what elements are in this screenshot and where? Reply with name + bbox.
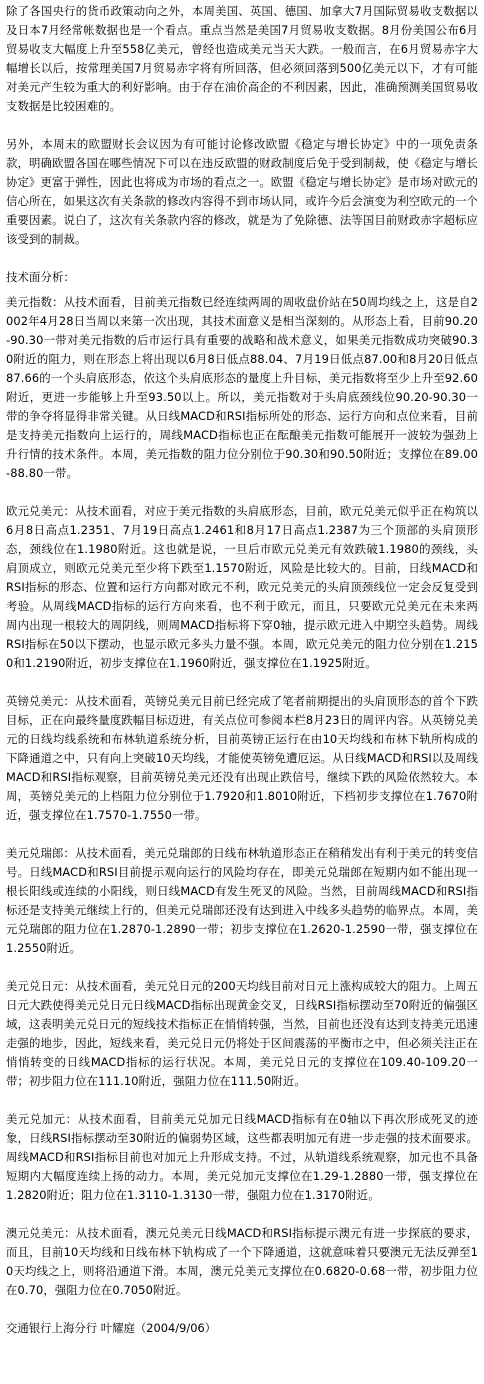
paragraph-gap: [6, 1091, 478, 1110]
paragraph-gap: [6, 673, 478, 692]
paragraph-usd-chf: 美元兑瑞郎：从技术面看，美元兑瑞郎的日线布林轨道形态正在稍稍发出有利于美元的转变信号。日线MACD和RSI目前提示观向运行的风险均存在，即美元兑瑞郎在短期内如不能出现一根长阳线或连续的小阳线，则日线MACD有发生死叉的风险。当然，目前周线MACD和RSI指标还是支持美元继续上行的，但美元兑瑞郎还没有达到进入中线多头趋势的临界点。本周，美元兑瑞郎的阻力位在1.2870-1.2890一带；初步支撑位在1.2620-1.2590一带，强支撑位在1.2550附近。: [6, 846, 478, 955]
paragraph-eur-usd: 欧元兑美元：从技术面看，对应于美元指数的头肩底形态，目前，欧元兑美元似乎正在构筑以6月8日高点1.2351、7月19日高点1.2461和8月17日高点1.2387为三个顶部的头肩顶形态，颈线位在1.1980附近。这也就是说，一旦后市欧元兑美元有效跌破1.1980的颈线，头肩顶成立，则欧元兑美元至少将下跌至1.1570附近，风险是比较大的。目前，日线MACD和RSI指标的形态、位置和运行方向都对欧元不利，欧元兑美元的头肩顶颈线位一定会反复受到考验。从周线MACD指标的运行方向来看，也不利于欧元，而且，只要欧元兑美元在未来两周内出现一根较大的周阴线，则周MACD指标将下穿0轴，提示欧元进入中期空头趋势。周线RSI指标在50以下摆动，也显示欧元多头力量不强。本周，欧元兑美元的阻力位分别在1.2150和1.2190附近，初步支撑位在1.1960附近，强支撑位在1.1925附近。: [6, 504, 478, 670]
paragraph-usd-index: 美元指数：从技术面看，目前美元指数已经连续两周的周收盘价站在50周均线之上，这是自2002年4月28日当周以来第一次出现，其技术面意义是相当深刻的。从形态上看，目前90.20-90.30一带对美元指数的后市运行具有重要的战略和战术意义，如果美元指数成功突破90.30附近的阻力，则在形态上将出现以6月8日低点88.04、7月19日低点87.00和8月20日低点87.66的一个头肩底形态，依这个头肩底形态的量度上升目标，美元指数将至少上升至92.60附近，更进一步能够上升至93.50以上。所以，美元指数对于头肩底颈线位90.20-90.30一带的争夺将显得非常关键。从日线MACD和RSI指标所处的形态、运行方向和点位来看，目前是支持美元指数向上运行的，周线MACD指标也正在酝酿美元指数可能展开一波较为强劲上升行情的技术条件。本周，美元指数的阻力位分别位于90.30和90.50附近；支撑位在89.00-88.80一带。: [6, 295, 478, 480]
paragraph-gap: [6, 825, 478, 844]
paragraph-usd-jpy: 美元兑日元：从技术面看，美元兑日元的200天均线目前对日元上涨构成较大的阻力。上周五日元大跌使得美元兑日元日线MACD指标出现黄金交叉，日线RSI指标摆动至70附近的偏强区域，这表明美元兑日元的短线技术指标正在悄悄转强，当然，目前也还没有达到支持美元迅速走强的地步，因此，短线来看，美元兑日元仍将处于区间震荡的平衡市之中，但必须关注正在悄悄转变的日线MACD指标的运行状况。本周，美元兑日元的支撑位在109.40-109.20一带；初步阻力位在111.10附近，强阻力位在111.50附近。: [6, 979, 478, 1088]
paragraph-gap: [6, 1205, 478, 1224]
paragraph-trade-data: 除了各国央行的货币政策动向之外，本周美国、英国、德国、加拿大7月国际贸易收支数据以及日本7月经常帐数据也是一个看点。重点当然是美国7月贸易收支数据。8月份美国公布6月贸易收支大幅度上升至558亿美元，曾经也造成美元当天大跌。一般而言，在6月贸易赤字大幅增长以后，按常理美国7月贸易赤字将有所回落，但必须回落到500亿美元以下，才有可能对美元产生较为重大的利好影响。由于存在油价高企的不利因素，因此，准确预测美国贸易收支数据是比较困难的。: [6, 4, 478, 113]
paragraph-gap: [6, 249, 478, 268]
paragraph-aud-usd: 澳元兑美元：从技术面看，澳元兑美元日线MACD和RSI指标提示澳元有进一步探底的要求，而且，目前10天均线和日线布林下轨构成了一个下降通道，这就意味着只要澳元无法反弹至10天均线之上，则将沿通道下滑。本周，澳元兑美元支撑位在0.6820-0.68一带，初步阻力位在0.70，强阻力位在0.7050附近。: [6, 1226, 478, 1297]
paragraph-gap: [6, 1300, 478, 1319]
paragraph-gbp-usd: 英镑兑美元：从技术面看，英镑兑美元目前已经完成了笔者前期提出的头肩顶形态的首个下跌目标，正在向最终量度跌幅目标迈进，有关点位可参阅本栏8月23日的周评内容。从英镑兑美元的日线均线系统和布林轨道系统分析，目前英镑正运行在由10天均线和布林下轨所构成的下降通道之中，只有向上突破10天均线，才能使英镑免遭厄运。从日线MACD和RSI以及周线MACD和RSI指标观察，目前英镑兑美元还没有出现止跌信号，继续下跌的风险依然较大。本周，英镑兑美元的上档阻力位分别位于1.7920和1.8010附近，下档初步支撑位在1.7670附近，强支撑位在1.7570-1.7550一带。: [6, 694, 478, 822]
author-byline: 交通银行上海分行 叶耀庭（2004/9/06）: [6, 1321, 217, 1335]
paragraph-gap: [6, 116, 478, 135]
paragraph-usd-cad: 美元兑加元：从技术面看，目前美元兑加元日线MACD指标有在0轴以下再次形成死叉的迹象，日线RSI指标摆动至30附近的偏弱势区域，这些都表明加元有进一步走强的技术面要求。周线MACD和RSI指标目前也对加元上升形成支持。不过，从轨道线系统观察，加元也不具备短期内大幅度连续上扬的动力。本周，美元兑加元支撑位在1.29-1.2880一带，强支撑位在1.2820附近；阻力位在1.3110-1.3130一带，强阻力位在1.3170附近。: [6, 1112, 478, 1202]
technical-analysis-heading: 技术面分析：: [6, 270, 76, 284]
paragraph-gap: [6, 483, 478, 502]
paragraph-eu-finance-ministers: 另外，本周末的欧盟财长会议因为有可能讨论修改欧盟《稳定与增长协定》中的一项免责条款，明确欧盟各国在哪些情况下可以在违反欧盟的财政制度后免于受到制裁，使《稳定与增长协定》更富于弹性，因此也将成为市场的看点之一。欧盟《稳定与增长协定》是市场对欧元的信心所在，如果这次有关条款的修改内容得不到市场认同，或许今后会演变为利空欧元的一个重要因素。说白了，这次有关条款内容的修改，就是为了免除德、法等国目前财政赤字超标应该受到的制裁。: [6, 137, 478, 246]
paragraph-gap: [6, 958, 478, 977]
